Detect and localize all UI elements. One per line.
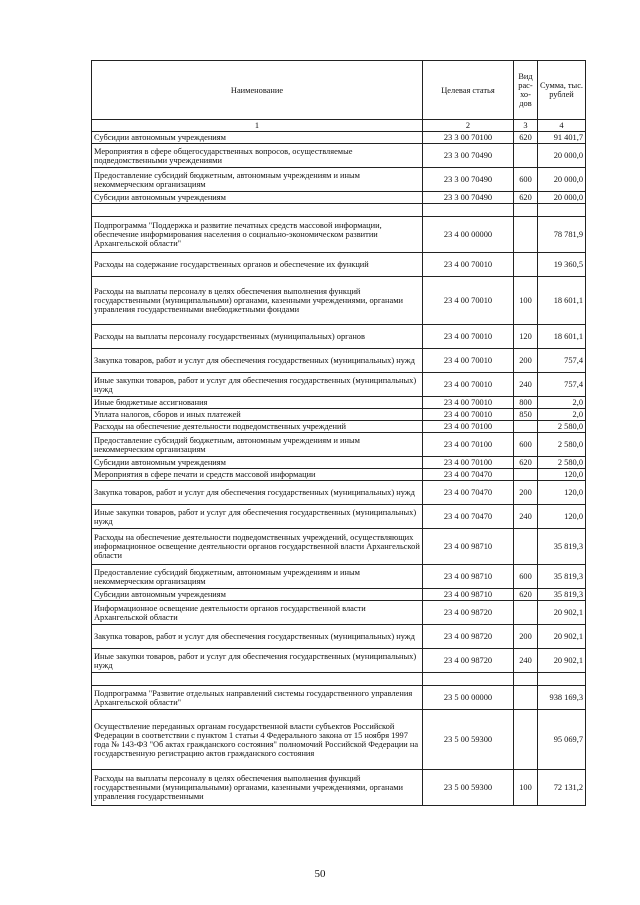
name-cell: Подпрограмма "Развитие отдельных направлений системы государственного управления Архангельской области"	[92, 686, 423, 710]
subprogram-row	[92, 686, 586, 710]
sum-cell: 2 580,0	[538, 433, 586, 457]
name-cell: Предоставление субсидий бюджетным, автономным учреждениям и иным некоммерческим организациям	[92, 565, 423, 589]
expense-type-cell: 800	[514, 397, 538, 409]
column-number: 1	[92, 120, 423, 132]
name-cell: Субсидии автономным учреждениям	[92, 589, 423, 601]
expense-type-cell	[514, 144, 538, 168]
sum-cell: 35 819,3	[538, 589, 586, 601]
sum-cell: 757,4	[538, 373, 586, 397]
table-row	[92, 433, 586, 457]
name-cell: Иные закупки товаров, работ и услуг для обеспечения государственных (муниципальных) нужд	[92, 373, 423, 397]
expense-type-cell: 600	[514, 168, 538, 192]
name-cell: Предоставление субсидий бюджетным, автономным учреждениям и иным некоммерческим организациям	[92, 168, 423, 192]
target-code-cell: 23 4 00 70010	[423, 397, 514, 409]
table-row	[92, 373, 586, 397]
budget-table	[91, 60, 586, 806]
sum-cell: 18 601,1	[538, 325, 586, 349]
page-number: 50	[314, 868, 326, 880]
table-row	[92, 132, 586, 144]
table-row	[92, 625, 586, 649]
spacer-cell	[538, 673, 586, 686]
table-row	[92, 565, 586, 589]
sum-cell: 20 902,1	[538, 649, 586, 673]
sum-cell: 35 819,3	[538, 565, 586, 589]
expense-type-cell: 620	[514, 132, 538, 144]
target-code-cell: 23 3 00 70100	[423, 132, 514, 144]
sum-cell: 20 000,0	[538, 144, 586, 168]
expense-type-cell	[514, 217, 538, 253]
name-cell: Мероприятия в сфере общегосударственных вопросов, осуществляемые подведомственными учреждениями	[92, 144, 423, 168]
target-code-cell: 23 4 00 98710	[423, 589, 514, 601]
sum-cell: 18 601,1	[538, 277, 586, 325]
header-expense-type: Вид рас-хо-дов	[514, 61, 538, 120]
expense-type-cell	[514, 469, 538, 481]
spacer-cell	[423, 673, 514, 686]
target-code-cell: 23 4 00 70470	[423, 481, 514, 505]
name-cell: Расходы на выплаты персоналу в целях обеспечения выполнения функций государственными (муниципальными) органами, казенными учреждениями, органами управления государственными внебюджетными фондами	[92, 277, 423, 325]
name-cell: Иные закупки товаров, работ и услуг для обеспечения государственных (муниципальных) нужд	[92, 505, 423, 529]
expense-type-cell: 620	[514, 589, 538, 601]
expense-type-cell	[514, 710, 538, 770]
sum-cell: 2 580,0	[538, 421, 586, 433]
table-row	[92, 710, 586, 770]
name-cell: Иные бюджетные ассигнования	[92, 397, 423, 409]
table-body	[92, 132, 586, 806]
expense-type-cell: 600	[514, 565, 538, 589]
name-cell: Расходы на обеспечение деятельности подведомственных учреждений	[92, 421, 423, 433]
expense-type-cell	[514, 421, 538, 433]
target-code-cell: 23 3 00 70490	[423, 192, 514, 204]
table-row	[92, 144, 586, 168]
expense-type-cell: 200	[514, 481, 538, 505]
column-number: 2	[423, 120, 514, 132]
sum-cell: 938 169,3	[538, 686, 586, 710]
expense-type-cell	[514, 253, 538, 277]
table-row	[92, 649, 586, 673]
sum-cell: 2,0	[538, 409, 586, 421]
table-row	[92, 529, 586, 565]
spacer-cell	[92, 204, 423, 217]
expense-type-cell	[514, 529, 538, 565]
column-number: 4	[538, 120, 586, 132]
target-code-cell: 23 5 00 59300	[423, 710, 514, 770]
name-cell: Закупка товаров, работ и услуг для обеспечения государственных (муниципальных) нужд	[92, 625, 423, 649]
target-code-cell: 23 4 00 70010	[423, 277, 514, 325]
spacer-cell	[514, 673, 538, 686]
table-row	[92, 349, 586, 373]
sum-cell: 20 902,1	[538, 601, 586, 625]
sum-cell: 120,0	[538, 505, 586, 529]
target-code-cell: 23 3 00 70490	[423, 144, 514, 168]
target-code-cell: 23 3 00 70490	[423, 168, 514, 192]
expense-type-cell	[514, 686, 538, 710]
expense-type-cell: 600	[514, 433, 538, 457]
target-code-cell: 23 4 00 98720	[423, 601, 514, 625]
table-row	[92, 168, 586, 192]
target-code-cell: 23 4 00 70010	[423, 325, 514, 349]
expense-type-cell: 100	[514, 770, 538, 806]
table-row	[92, 770, 586, 806]
header-sum: Сумма, тыс. рублей	[538, 61, 586, 120]
sum-cell: 72 131,2	[538, 770, 586, 806]
sum-cell: 78 781,9	[538, 217, 586, 253]
name-cell: Подпрограмма "Поддержка и развитие печатных средств массовой информации, обеспечение информирования населения о социально-экономическом развитии Архангельской области"	[92, 217, 423, 253]
sum-cell: 120,0	[538, 469, 586, 481]
name-cell: Расходы на обеспечение деятельности подведомственных учреждений, осуществляющих информационное освещение деятельности органов государственной власти Архангельской области	[92, 529, 423, 565]
sum-cell: 2,0	[538, 397, 586, 409]
target-code-cell: 23 4 00 98720	[423, 625, 514, 649]
table-row	[92, 469, 586, 481]
sum-cell: 35 819,3	[538, 529, 586, 565]
expense-type-cell: 240	[514, 373, 538, 397]
target-code-cell: 23 4 00 70100	[423, 457, 514, 469]
table-row	[92, 192, 586, 204]
sum-cell: 2 580,0	[538, 457, 586, 469]
sum-cell: 95 069,7	[538, 710, 586, 770]
target-code-cell: 23 4 00 70010	[423, 349, 514, 373]
table-row	[92, 601, 586, 625]
target-code-cell: 23 4 00 98720	[423, 649, 514, 673]
target-code-cell: 23 4 00 98710	[423, 529, 514, 565]
target-code-cell: 23 4 00 98710	[423, 565, 514, 589]
table-row	[92, 421, 586, 433]
expense-type-cell: 200	[514, 349, 538, 373]
column-number-row	[92, 120, 586, 132]
target-code-cell: 23 4 00 70100	[423, 433, 514, 457]
sum-cell: 20 000,0	[538, 192, 586, 204]
name-cell: Субсидии автономным учреждениям	[92, 132, 423, 144]
target-code-cell: 23 5 00 00000	[423, 686, 514, 710]
expense-type-cell: 850	[514, 409, 538, 421]
table-row	[92, 397, 586, 409]
expense-type-cell: 120	[514, 325, 538, 349]
expense-type-cell: 200	[514, 625, 538, 649]
header-name: Наименование	[92, 61, 423, 120]
name-cell: Осуществление переданных органам государственной власти субъектов Российской Федерации в соответствии с пунктом 1 статьи 4 Федерального закона от 15 ноября 1997 года № 143-ФЗ "Об актах гражданского состояния" полномочий Российской Федерации на государственную регистрацию актов гражданского состояния	[92, 710, 423, 770]
sum-cell: 20 902,1	[538, 625, 586, 649]
spacer-cell	[423, 204, 514, 217]
name-cell: Иные закупки товаров, работ и услуг для обеспечения государственных (муниципальных) нужд	[92, 649, 423, 673]
table-row	[92, 481, 586, 505]
name-cell: Расходы на выплаты персоналу государственных (муниципальных) органов	[92, 325, 423, 349]
spacer-row	[92, 673, 586, 686]
table-header-row	[92, 61, 586, 120]
name-cell: Уплата налогов, сборов и иных платежей	[92, 409, 423, 421]
sum-cell: 120,0	[538, 481, 586, 505]
expense-type-cell: 240	[514, 649, 538, 673]
target-code-cell: 23 4 00 70470	[423, 469, 514, 481]
name-cell: Субсидии автономным учреждениям	[92, 457, 423, 469]
table-row	[92, 457, 586, 469]
target-code-cell: 23 4 00 70010	[423, 409, 514, 421]
spacer-cell	[92, 673, 423, 686]
expense-type-cell: 620	[514, 457, 538, 469]
spacer-cell	[514, 204, 538, 217]
expense-type-cell: 620	[514, 192, 538, 204]
table-row	[92, 253, 586, 277]
expense-type-cell: 240	[514, 505, 538, 529]
target-code-cell: 23 4 00 70010	[423, 253, 514, 277]
target-code-cell: 23 4 00 70010	[423, 373, 514, 397]
subprogram-row	[92, 217, 586, 253]
spacer-row	[92, 204, 586, 217]
name-cell: Расходы на содержание государственных органов и обеспечение их функций	[92, 253, 423, 277]
column-number: 3	[514, 120, 538, 132]
name-cell: Субсидии автономным учреждениям	[92, 192, 423, 204]
spacer-cell	[538, 204, 586, 217]
table-row	[92, 325, 586, 349]
table-row	[92, 277, 586, 325]
name-cell: Мероприятия в сфере печати и средств массовой информации	[92, 469, 423, 481]
target-code-cell: 23 4 00 70470	[423, 505, 514, 529]
table-row	[92, 409, 586, 421]
expense-type-cell	[514, 601, 538, 625]
sum-cell: 757,4	[538, 349, 586, 373]
table-row	[92, 505, 586, 529]
target-code-cell: 23 5 00 59300	[423, 770, 514, 806]
name-cell: Информационное освещение деятельности органов государственной власти Архангельской области	[92, 601, 423, 625]
sum-cell: 19 360,5	[538, 253, 586, 277]
name-cell: Расходы на выплаты персоналу в целях обеспечения выполнения функций государственными (муниципальными) органами, казенными учреждениями, органами управления государственными	[92, 770, 423, 806]
name-cell: Закупка товаров, работ и услуг для обеспечения государственных (муниципальных) нужд	[92, 349, 423, 373]
header-target-code: Целевая статья	[423, 61, 514, 120]
name-cell: Закупка товаров, работ и услуг для обеспечения государственных (муниципальных) нужд	[92, 481, 423, 505]
sum-cell: 20 000,0	[538, 168, 586, 192]
target-code-cell: 23 4 00 70100	[423, 421, 514, 433]
name-cell: Предоставление субсидий бюджетным, автономным учреждениям и иным некоммерческим организациям	[92, 433, 423, 457]
expense-type-cell: 100	[514, 277, 538, 325]
sum-cell: 91 401,7	[538, 132, 586, 144]
table-row	[92, 589, 586, 601]
target-code-cell: 23 4 00 00000	[423, 217, 514, 253]
